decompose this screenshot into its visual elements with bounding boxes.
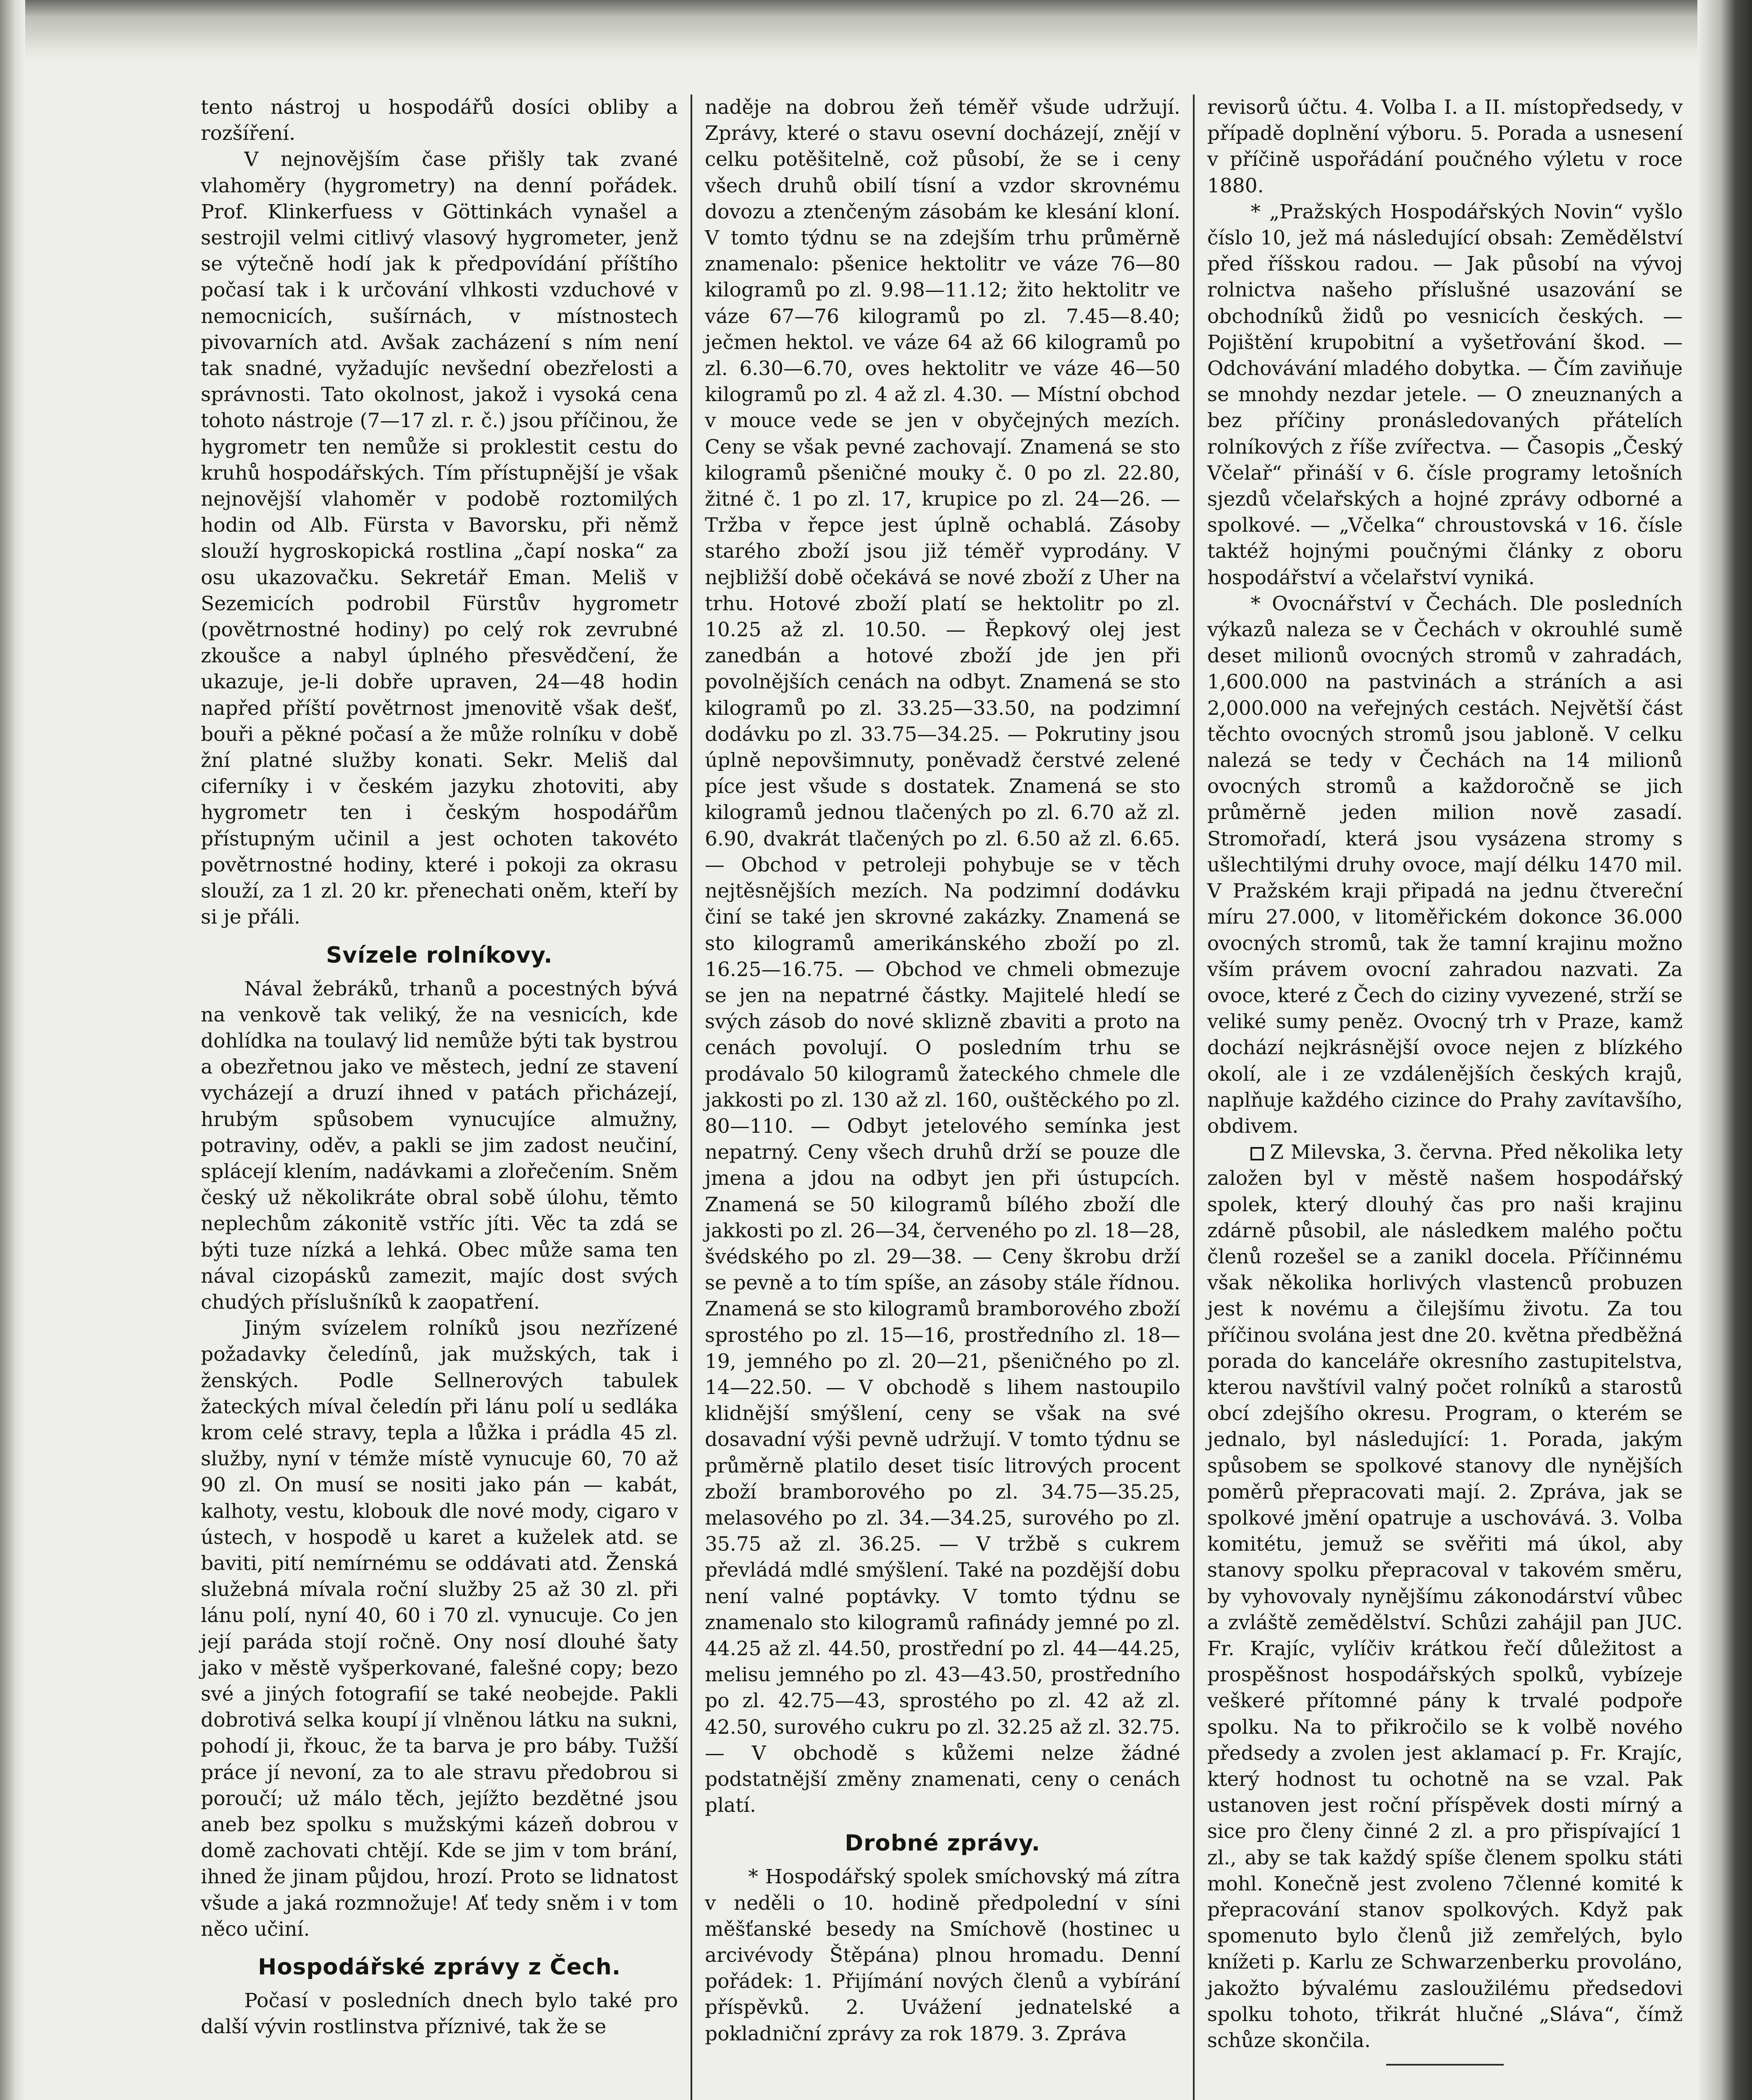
square-bullet-icon — [1250, 1147, 1264, 1160]
col2-market-report: naděje na dobrou žeň téměř všude udržují. Zprávy, které o stavu osevní docházejí, znějí v celku potěšitelně, což působí, že se i ceny všech druhů obilí tísní a vzdor skrovnému dovozu a ztenčeným zásobám ke klesání kloní. V tomto týdnu se na zdejším trhu průměrně znamenalo: pšenice hektolitr ve váze 76—80 kilogramů po zl. 9.98—11.12; žito hektolitr ve váze 67—76 kilogramů po zl. 7.45—8.40; ječmen hektol. ve váze 64 až 66 kilogramů po zl. 6.30—6.70, oves hektolitr ve váze 46—50 kilogramů po zl. 4 až zl. 4.30. — Místní obchod v mouce vede se jen v obyčejných mezích. Ceny se však pevné zachovají. Znamená se sto kilogramů pšeničné mouky č. 0 po zl. 22.80, žitné č. 1 po zl. 17, krupice po zl. 24—26. — Tržba v řepce jest úplně ochablá. Zásoby starého zboží jsou již téměř vyprodány. V nejbližší době očekává se nové zboží z Uher na trhu. Hotové zboží platí se hektolitr po zl. 10.25 až zl. 10.50. — Řepkový olej jest zanedbán a hotové zboží jde jen při povolnějších cenách na odbyt. Znamená se sto kilogramů po zl. 33.25—33.50, na podzimní dodávku po zl. 33.75—34.25. — Pokrutiny jsou úplně nepovšimnuty, poněvadž čerstvé zelené píce jest všude s dostatek. Znamená se sto kilogramů jednou tlačených po zl. 6.70 až zl. 6.90, dvakrát tlačených po zl. 6.50 až zl. 6.65. — Obchod v petroleji pohybuje se v těch nejtěsnějších mezích. Na podzimní dodávku činí se také jen skrovné zakázky. Znamená se sto kilogramů amerikánského zboží po zl. 16.25—16.75. — Obchod ve chmeli obmezuje se jen na nepatrné částky. Majitelé hledí se svých zásob do nové sklizně zbaviti a proto na cenách povolují. O posledním trhu se prodávalo 50 kilogramů žateckého chmele dle jakkosti po zl. 130 až zl. 160, ouštěckého po zl. 80—110. — Odbyt jetelového semínka jest nepatrný. Ceny všech druhů drží se pouze dle jmena a jdou na odbyt jen při ústupcích. Znamená se 50 kilogramů bílého zboží dle jakkosti po zl. 26—34, červeného po zl. 18—28, švédského po zl. 29—38. — Ceny škrobu drží se pevně a to tím spíše, an zásoby stále řídnou. Znamená se sto kilogramů bramborového zboží sprostého po zl. 15—16, prostředního zl. 18—19, jemného po zl. 20—21, pšeničného po zl. 14—22.50. — V obchodě s lihem nastoupilo klidnější smýšlení, ceny se však na své dosavadní výši pevně udržují. V tomto týdnu se průměrně platilo deset tisíc litrových procent zboží bramborového po zl. 34.75—35.25, melasového po zl. 34.—34.25, surového po zl. 35.75 až zl. 36.25. — V tržbě s cukrem převládá mdlé smýšlení. Také na pozdější dobu není valné poptávky. V tomto týdnu se znamenalo sto kilogramů rafinády jemné po zl. 44.25 až zl. 44.50, prostřední po zl. 44—44.25, melisu jemného po zl. 43—43.50, prostředního po zl. 42.75—43, sprostého po zl. 42 až zl. 42.50, surového cukru po zl. 32.25 až zl. 32.75. — V obchodě s kůžemi nelze žádné podstatnější změny znamenati, ceny o cenách platí. — [705, 96, 1180, 1817]
heading-drobne-zpravy: Drobné zprávy. — [845, 1830, 1040, 1856]
heading-hospodarske-zpravy: Hospodářské zprávy z Čech. — [258, 1954, 621, 1980]
col3-milevsko-paragraph — [1207, 1139, 1683, 2054]
col3-paragraph-1: revisorů účtu. 4. Volba I. a II. místopředsedy, v případě doplnění výboru. 5. Porada a usnesení v příčině uspořádání poučného výletu v roce 1880. — [1207, 96, 1683, 197]
col3-milevsko-text: Z Milevska, 3. června. Před několika lety založen byl v městě našem hospodářský spolek, který dlouhý čas pro naši krajinu zdárně působil, ale následkem malého počtu členů rozešel se a zanikl docela. Příčinnému však několika horlivých vlastenců probuzen jest k novému a čilejšímu životu. Za tou příčinou svolána jest dne 20. května předběžná porada do kanceláře okresního zastupitelstva, kterou navštívil valný počet rolníků a starostů obcí zdejšího okresu. Program, o kterém se jednalo, byl následující: 1. Porada, jakým spůsobem se spolkové stanovy dle nynějších poměrů přepracovati mají. 2. Zpráva, jak se spolkové jmění opatruje a uschovává. 3. Volba komitétu, jemuž se svěřiti má úkol, aby stanovy spolku přepracoval v takovém směru, by vyhovovaly nynějšímu zákonodárství vůbec a zvláště zemědělství. Schůzi zahájil pan JUC. Fr. Krajíc, vylíčiv krátkou řečí důležitost a prospěšnost hospodářských spolků, vybízeje veškeré přítomné pány k trvalé podpoře spolku. Na to přikročilo se k volbě nového předsedy a zvolen jest aklamací p. Fr. Krajíc, který hodnost tu ochotně na se vzal. Pak ustanoven jest roční příspěvek dosti mírný a sice pro členy činné 2 zl. a pro přispívající 1 zl., aby se tak každý spíše členem spolku státi mohl. Konečně jest zvoleno 7členné komité k přepracování stanov spolkových. Když pak spomenuto bylo členů již zemřelých, bylo knížeti p. Karlu ze Schwarzenberku provoláno, jakožto bývalému zasloužilému předsedovi spolku tohoto, třikrát hlučné „Sláva“, čímž schůze skončila. — [1207, 1141, 1683, 2053]
column-3 — [1193, 94, 1695, 2100]
col1-paragraph-3: Nával žebráků, trhanů a pocestných bývá na venkově tak veliký, že na vesnicích, kde dohlídka na toulavý lid nemůže býti tak bystrou a obezřetnou jako ve městech, jední ze stavení vycházejí a druzí ihned v patách přicházejí, hrubým spůsobem vynucujíce almužny, potraviny, oděv, a pakli se jim zadost neučiní, splácejí klením, nadávkami a zlořečením. Sněm český už několikráte obral sobě úlohu, těmto neplechům zákonitě vstříc jíti. Věc ta zdá se býti tuze nízká a lehká. Obec může sama ten nával cizopásků zamezit, majíc dost svých chudých příslušníků k zaopatření. — [201, 977, 678, 1314]
column-1 — [188, 94, 691, 2100]
scan-top-edge — [0, 0, 1752, 63]
col3-prazske-noviny: * „Pražských Hospodářských Novin“ vyšlo číslo 10, jež má následující obsah: Zemědělství před říšskou radou. — Jak působí na vývoj rolnictva našeho příslušné usazování se obchodníků židů po vesnicích českých. — Pojištění krupobitní a vyšetřování škod. — Odchovávání mladého dobytka. — Čím zaviňuje se mnohdy nezdar jetele. — O zneuznaných a bez příčiny pronásledovaných přátelích rolníkových z říše zvířectva. — Časopis „Český Včelař“ přináší v 6. čísle programy letošních sjezdů včelařských a hojné zprávy odborné a spolkové. — „Včelka“ chroustovská v 16. čísle taktéž hojnými poučnými články z oboru hospodářství a včelařství vyniká. — [1207, 200, 1683, 589]
column-2 — [691, 94, 1193, 2100]
col1-paragraph-5: Počasí v posledních dnech bylo také pro další vývin rostlinstva příznivé, tak že se — [201, 1989, 678, 2039]
scan-right-edge — [1697, 0, 1752, 2100]
col3-ovocnarstvi: * Ovocnářství v Čechách. Dle posledních výkazů naleza se v Čechách v okrouhlé sumě deset milionů ovocných stromů v zahradách, 1,600.000 na pastvinách a stráních a asi 2,000.000 na veřejných cestách. Největší část těchto ovocných stromů jsou jabloně. V celku nalezá se tedy v Čechách na 14 milionů ovocných stromů a každoročně se jich průměrně jeden milion nově zasadí. Stromořadí, která jsou vysázena stromy s ušlechtilými druhy ovoce, mají délku 1470 mil. V Pražském kraji připadá na jednu čtvereční míru 27.000, v litoměřickém dokonce 36.000 ovocných stromů, tak že tamní krajinu možno vším právem ovocní zahradou nazvati. Za ovoce, které z Čech do ciziny vyvezené, strží se veliké sumy peněz. Ovocný trh v Praze, kamž dochází nejkrásnější ovoce nejen z blízkého okolí, ale i ze vzdálenějších českých krajů, naplňuje každého cizince do Prahy zavítavšího, obdivem. — [1207, 592, 1683, 1138]
col2-smichov-spolek: * Hospodářský spolek smíchovský má zítra v neděli o 10. hodině předpolední v síni měšťanské besedy na Smíchově (hostinec u arcivévody Štěpána) plnou hromadu. Denní pořádek: 1. Přijímání nových členů a vybírání příspěvků. 2. Uvážení jednatelské a pokladniční zprávy za rok 1879. 3. Zpráva — [705, 1865, 1180, 2045]
col1-paragraph-1: tento nástroj u hospodářů dosíci obliby a rozšíření. — [201, 96, 678, 145]
col1-hygrometer-paragraph: V nejnovějším čase přišly tak zvané vlahoměry (hygrometry) na denní pořádek. Prof. Klinkerfuess v Göttinkách vynašel a sestrojil velmi citlivý vlasový hygrometer, jenž se výtečně hodí jak k předpovídání příštího počasí tak i k určování vlhkosti vzduchové v nemocnicích, sušírnách, v místnostech pivovarních atd. Avšak zacházení s ním není tak snadné, vyžadujíc nevšední obezřelosti a správnosti. Tato okolnost, jakož i vysoká cena tohoto nástroje (7—17 zl. r. č.) jsou příčinou, že hygrometr ten nemůže si proklestit cestu do kruhů hospodářských. Tím přístupnější je však nejnovější vlahoměr v podobě roztomilých hodin od Alb. Fürsta v Bavorsku, při němž slouží hygroskopická rostlina „čapí noska“ za osu ukazovačku. Sekretář Eman. Meliš v Sezemicích podrobil Fürstův hygrometr (povětrnostné hodiny) po celý rok zevrubné zkoušce a nabyl úplného přesvědčení, že ukazuje, je-li dobře upraven, 24—48 hodin napřed příští povětrnost jmenovitě však dešť, bouři a pěkné počasí a že může rolníku v době žní platné služby konati. Sekr. Meliš dal ciferníky i v českém jazyku zhotoviti, aby hygrometr ten i českým hospodářům přístupným učinil a jest ochoten takovéto povětrnostné hodiny, které i pokoji za okrasu slouží, za 1 zl. 20 kr. přenechati oněm, kteří by si je přáli. — [201, 148, 678, 929]
heading-svizele-rolnikovy: Svízele rolníkovy. — [326, 942, 553, 968]
newspaper-page — [188, 94, 1696, 2100]
end-rule — [1386, 2064, 1504, 2066]
scan-left-edge — [0, 0, 25, 2100]
col1-paragraph-4: Jiným svízelem rolníků jsou nezřízené požadavky čeledínů, jak mužských, tak i ženských. Podle Sellnerových tabulek žateckých míval čeledín při lánu polí u sedláka krom celé stravy, tepla a lůžka i prádla 45 zl. služby, nyní v témže místě vynucuje 60, 70 až 90 zl. On musí se nositi jako pán — kabát, kalhoty, vestu, klobouk dle nové mody, cigaro v ústech, v hospodě u karet a kuželek atd. se baviti, pití nemírnému se oddávati atd. Ženská služebná mívala roční služby 25 až 30 zl. při lánu polí, nyní 40, 60 i 70 zl. vynucuje. Co jen její paráda stojí ročně. Ony nosí dlouhé šaty jako v městě vyšperkované, falešné copy; bezo své a jiných fotografií se také neobejde. Pakli dobrotivá selka koupí jí vlněnou látku na sukni, pohodí ji, řkouc, že ta barva je pro báby. Tužší práce jí nevoní, za to ale stravu předobrou si poroučí; už málo těch, jejížto bezdětné jsou aneb bez spolku s mužskými kázeň dobrou v domě zachovati chtějí. Kde se jim v tom brání, ihned že jinam půjdou, hrozí. Proto se lidnatost všude a jaká rozmnožuje! Ať tedy sněm i v tom něco učiní. — [201, 1317, 678, 1941]
